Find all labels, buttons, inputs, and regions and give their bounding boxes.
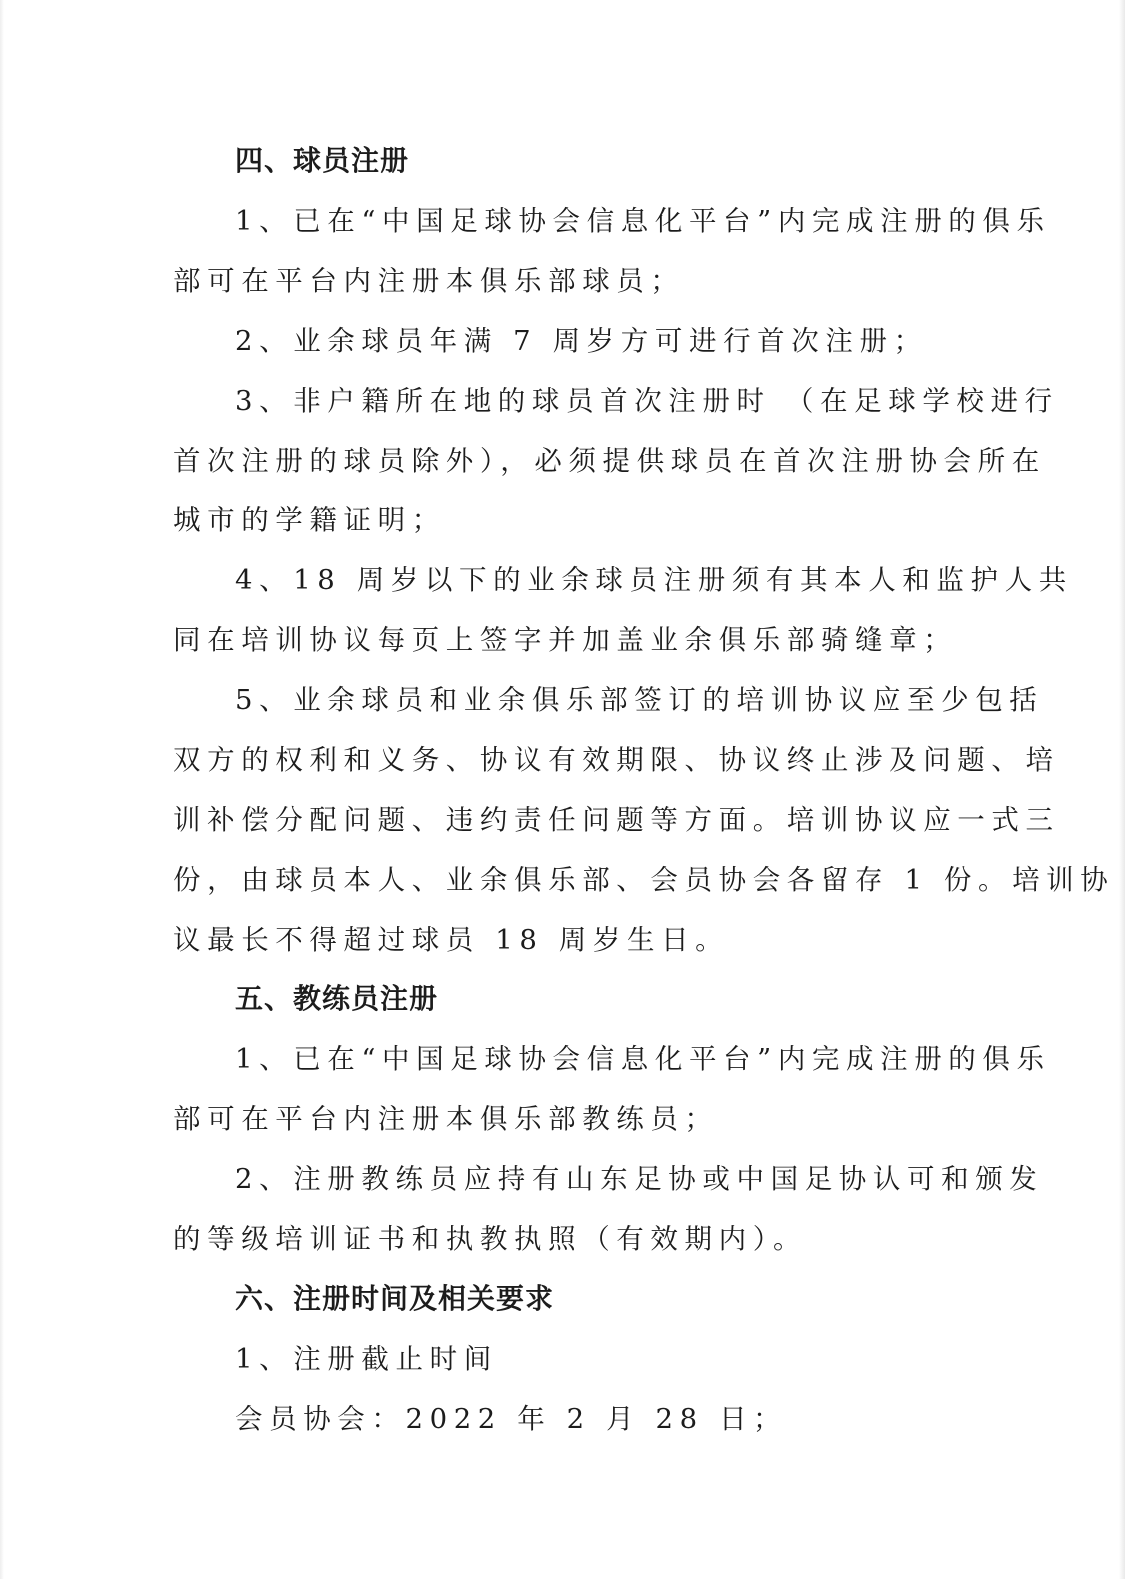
paragraph-line: 份，由球员本人、业余俱乐部、会员协会各留存 1 份。培训协	[173, 864, 1115, 896]
paragraph-line: 同在培训协议每页上签字并加盖业余俱乐部骑缝章；	[173, 624, 958, 656]
page-edge-shadow-left	[0, 0, 4, 1579]
paragraph-line: 1、已在“中国足球协会信息化平台”内完成注册的俱乐	[235, 205, 1051, 237]
paragraph-line: 部可在平台内注册本俱乐部教练员；	[173, 1103, 719, 1135]
paragraph-line: 部可在平台内注册本俱乐部球员；	[173, 265, 685, 297]
paragraph-line: 2、业余球员年满 7 周岁方可进行首次注册；	[235, 325, 928, 357]
paragraph-line: 首次注册的球员除外），必须提供球员在首次注册协会所在	[173, 445, 1046, 477]
paragraph-line: 1、注册截止时间	[235, 1343, 498, 1375]
paragraph-line: 5、业余球员和业余俱乐部签订的培训协议应至少包括	[235, 684, 1044, 716]
paragraph-line: 会员协会：2022 年 2 月 28 日；	[235, 1403, 788, 1435]
paragraph-line: 议最长不得超过球员 18 周岁生日。	[173, 924, 730, 956]
paragraph-line: 双方的权利和义务、协议有效期限、协议终止涉及问题、培	[173, 744, 1060, 776]
paragraph-line: 的等级培训证书和执教执照（有效期内）。	[173, 1223, 808, 1255]
paragraph-line: 2、注册教练员应持有山东足协或中国足协认可和颁发	[235, 1163, 1044, 1195]
section-heading-player-registration: 四、球员注册	[235, 144, 410, 177]
page-edge-shadow-right	[1119, 0, 1125, 1579]
paragraph-line: 3、非户籍所在地的球员首次注册时 （在足球学校进行	[235, 385, 1059, 417]
paragraph-line: 1、已在“中国足球协会信息化平台”内完成注册的俱乐	[235, 1043, 1051, 1075]
paragraph-line: 训补偿分配问题、违约责任问题等方面。培训协议应一式三	[173, 804, 1060, 836]
paragraph-line: 4、18 周岁以下的业余球员注册须有其本人和监护人共	[235, 564, 1073, 596]
section-heading-registration-time: 六、注册时间及相关要求	[235, 1282, 555, 1315]
paragraph-line: 城市的学籍证明；	[173, 504, 446, 536]
section-heading-coach-registration: 五、教练员注册	[235, 982, 439, 1015]
